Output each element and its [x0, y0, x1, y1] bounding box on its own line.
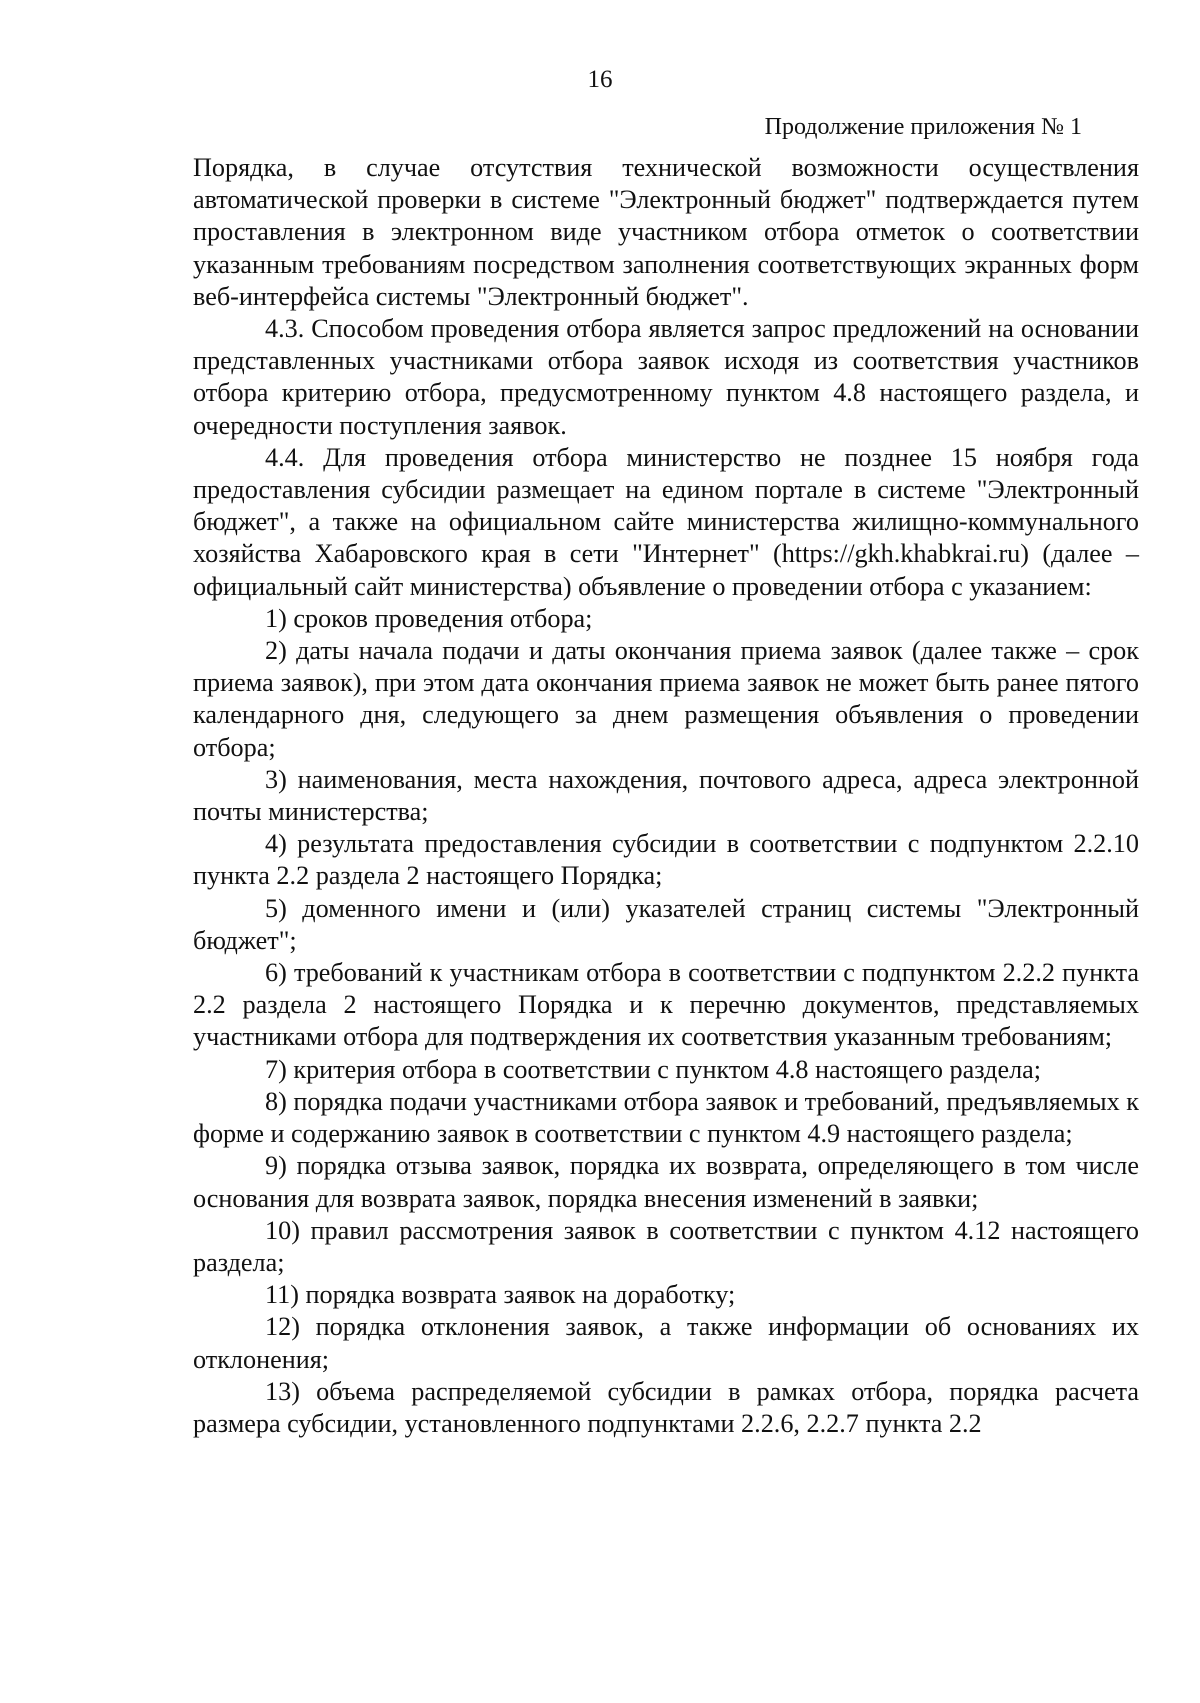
list-item-2: 2) даты начала подачи и даты окончания приема заявок (далее также – срок приема заявок), при этом дата окончания приема заявок не может быть ранее пятого календарного дня, следующего за днем размещения объявления о проведении отбора; — [193, 636, 1139, 762]
list-item-8: 8) порядка подачи участниками отбора заявок и требований, предъявляемых к форме и содержанию заявок в соответствии с пунктом 4.9 настоящего раздела; — [193, 1086, 1139, 1149]
paragraph-4-3: 4.3. Способом проведения отбора является запрос предложений на основании представленных участниками отбора заявок исходя из соответствия участников отбора критерию отбора, предусмотренному пунктом 4.8 настоящего раздела, и очередности поступления заявок. — [193, 314, 1139, 440]
list-item-12: 12) порядка отклонения заявок, а также информации об основаниях их отклонения; — [193, 1312, 1139, 1374]
list-item-1: 1) сроков проведения отбора; — [265, 603, 593, 633]
list-item-5: 5) доменного имени и (или) указателей страниц системы "Электронный бюджет"; — [193, 893, 1139, 955]
list-item-9: 9) порядка отзыва заявок, порядка их возврата, определяющего в том числе основания для возврата заявок, порядка внесения изменений в заявки; — [193, 1151, 1139, 1213]
paragraph-4-4: 4.4. Для проведения отбора министерство не позднее 15 ноября года предоставления субсидии размещает на едином портале в системе "Электронный бюджет", а также на официальном сайте министерства жилищно-коммунального хозяйства Хабаровского края в сети "Интернет" (https://gkh.khabkrai.ru) (далее – официальный сайт министерства) объявление о проведении отбора с указанием: — [193, 442, 1139, 601]
appendix-continuation-note: Продолжение приложения № 1 — [764, 114, 1082, 140]
list-item-4: 4) результата предоставления субсидии в соответствии с подпунктом 2.2.10 пункта 2.2 раздела 2 настоящего Порядка; — [193, 829, 1139, 891]
page-number: 16 — [587, 66, 613, 93]
list-item-10: 10) правил рассмотрения заявок в соответствии с пунктом 4.12 настоящего раздела; — [193, 1215, 1139, 1277]
list-item-13: 13) объема распределяемой субсидии в рамках отбора, порядка расчета размера субсидии, установленного подпунктами 2.2.6, 2.2.7 пункта 2.2 — [193, 1376, 1139, 1438]
list-item-6: 6) требований к участникам отбора в соответствии с подпунктом 2.2.2 пункта 2.2 раздела 2 настоящего Порядка и к перечню документов, представляемых участниками отбора для подтверждения их соответствия указанным требованиям; — [193, 958, 1139, 1052]
document-body — [193, 152, 1139, 1440]
list-item-7: 7) критерия отбора в соответствии с пунктом 4.8 настоящего раздела; — [265, 1054, 1042, 1084]
paragraph-continuation: Порядка, в случае отсутствия технической возможности осуществления автоматической проверки в системе "Электронный бюджет" подтверждается путем проставления в электронном виде участником отбора отметок о соответствии указанным требованиям посредством заполнения соответствующих экранных форм веб-интерфейса системы "Электронный бюджет". — [193, 153, 1139, 311]
list-item-3: 3) наименования, места нахождения, почтового адреса, адреса электронной почты министерства; — [193, 764, 1139, 827]
list-item-11: 11) порядка возврата заявок на доработку; — [265, 1280, 736, 1310]
